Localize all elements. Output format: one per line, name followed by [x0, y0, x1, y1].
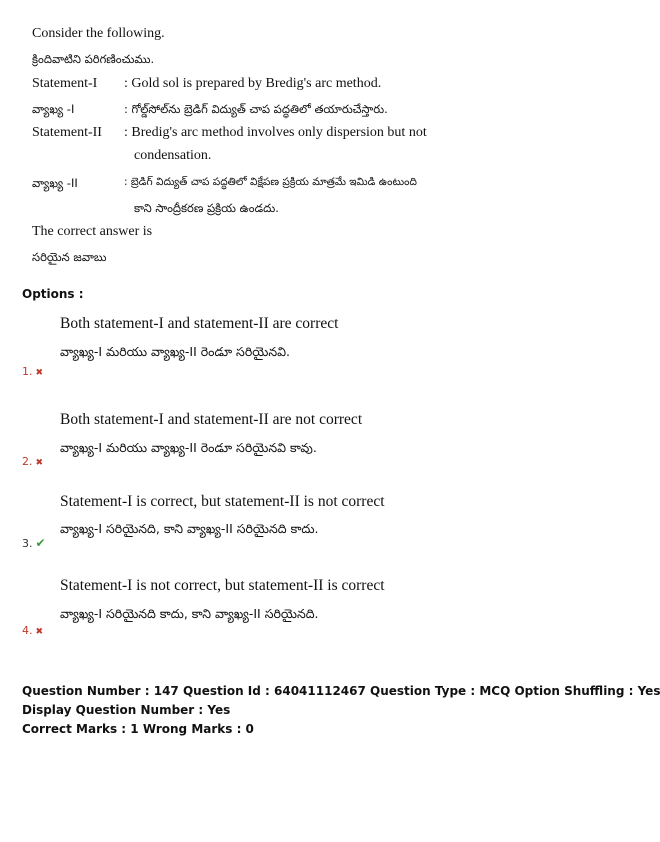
statement-2-text-te-line2: కాని సాంద్రీకరణ ప్రక్రియ ఉండదు. — [134, 201, 279, 215]
statement-2-label-te: వ్యాఖ్య -II — [32, 176, 78, 190]
question-meta-line3: Correct Marks : 1 Wrong Marks : 0 — [22, 722, 254, 736]
question-prompt-te: సరియైన జవాబు — [32, 250, 107, 264]
option-2-text-en: Both statement-I and statement-II are not correct — [60, 411, 363, 428]
statement-2-text-te-line1: : బ్రెడిగ్ విద్యుత్ చాప పద్ధతిలో విక్షేపణ ప్రక్రియ మాత్రమే ఇమిడి ఉంటుంది — [124, 176, 417, 188]
option-4-number-label: 4. — [22, 624, 33, 637]
option-3-text-te: వ్యాఖ్య-I సరియైనది, కాని వ్యాఖ్య-II సరియైనది కాదు. — [60, 521, 319, 536]
question-meta-line2: Display Question Number : Yes — [22, 703, 231, 717]
statement-1-label-en: Statement-I — [32, 76, 98, 91]
statement-1-label-te: వ్యాఖ్య -I — [32, 102, 75, 116]
wrong-mark-icon: ✖ — [35, 458, 44, 468]
option-4-text-en: Statement-I is not correct, but statement-II is correct — [60, 577, 385, 594]
statement-2-text-en-line2: condensation. — [134, 148, 212, 163]
option-4-number — [22, 624, 43, 637]
question-prompt-en: The correct answer is — [32, 224, 153, 239]
question-meta-line1: Question Number : 147 Question Id : 64041112467 Question Type : MCQ Option Shuffling : Yes — [22, 684, 660, 698]
statement-2-text-en-line1: : Bredig's arc method involves only dispersion but not — [124, 125, 427, 140]
question-intro-en: Consider the following. — [32, 26, 165, 41]
statement-2-label-en: Statement-II — [32, 125, 102, 140]
statement-1-text-en: : Gold sol is prepared by Bredig's arc method. — [124, 76, 382, 91]
option-1-number — [22, 365, 43, 378]
option-3-number — [22, 536, 46, 550]
options-heading: Options : — [22, 287, 84, 301]
option-3-number-label: 3. — [22, 537, 33, 550]
option-2-number-label: 2. — [22, 455, 33, 468]
wrong-mark-icon: ✖ — [35, 368, 44, 378]
wrong-mark-icon: ✖ — [35, 627, 44, 637]
option-1-text-en: Both statement-I and statement-II are correct — [60, 315, 339, 332]
option-1-text-te: వ్యాఖ్య-I మరియు వ్యాఖ్య-II రెండూ సరియైనవి. — [60, 344, 290, 359]
option-4-text-te: వ్యాఖ్య-I సరియైనది కాదు, కాని వ్యాఖ్య-II సరియైనది. — [60, 606, 319, 621]
option-2-text-te: వ్యాఖ్య-I మరియు వ్యాఖ్య-II రెండూ సరియైనవి కావు. — [60, 440, 317, 455]
option-2-number — [22, 455, 43, 468]
question-intro-te: క్రిందివాటిని పరిగణించుము. — [32, 52, 155, 66]
statement-1-text-te: : గోల్డ్‌సోల్‌ను బ్రెడిగ్ విద్యుత్ చాప పద్ధతిలో తయారుచేస్తారు. — [124, 102, 388, 116]
option-3-text-en: Statement-I is correct, but statement-II is not correct — [60, 493, 385, 510]
check-mark-icon: ✔ — [35, 536, 46, 550]
option-1-number-label: 1. — [22, 365, 33, 378]
